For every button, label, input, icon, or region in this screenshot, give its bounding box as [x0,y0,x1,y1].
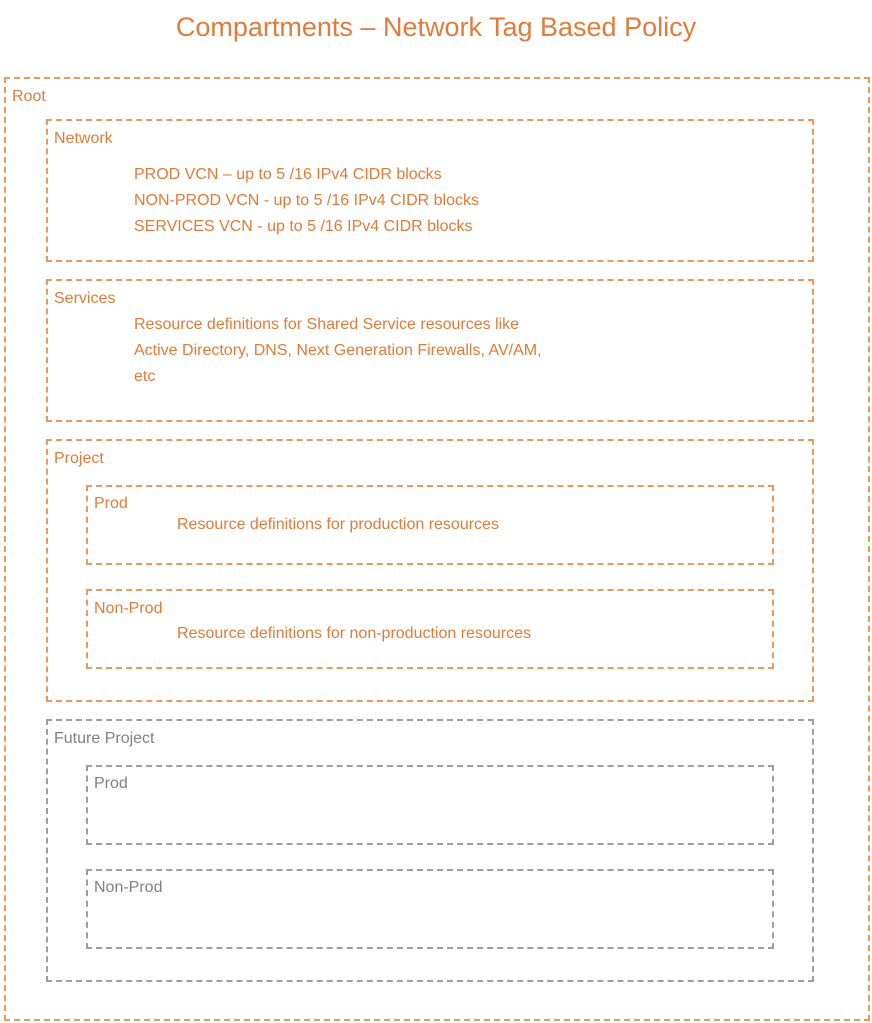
network-description [134,162,479,240]
services-line-2: Active Directory, DNS, Next Generation Firewalls, AV/AM, [134,342,542,359]
future-project-prod-compartment [86,765,774,845]
project-label: Project [54,450,104,467]
future-project-label: Future Project [54,730,155,747]
future-project-nonprod-compartment [86,869,774,949]
services-description [134,312,542,390]
project-prod-description: Resource definitions for production resources [177,516,499,533]
network-label: Network [54,130,113,147]
services-label: Services [54,290,116,307]
project-prod-label: Prod [94,495,128,512]
project-nonprod-description: Resource definitions for non-production resources [177,625,531,642]
services-line-1: Resource definitions for Shared Service resources like [134,316,520,333]
diagram-title: Compartments – Network Tag Based Policy [175,12,697,42]
root-label: Root [12,88,46,105]
network-line-prod-vcn: PROD VCN – up to 5 /16 IPv4 CIDR blocks [134,166,442,183]
future-project-nonprod-label: Non-Prod [94,879,163,896]
network-line-nonprod-vcn: NON-PROD VCN - up to 5 /16 IPv4 CIDR blocks [134,192,479,209]
future-project-prod-label: Prod [94,775,128,792]
network-line-services-vcn: SERVICES VCN - up to 5 /16 IPv4 CIDR blocks [134,218,473,235]
project-nonprod-label: Non-Prod [94,600,163,617]
services-line-3: etc [134,368,156,385]
